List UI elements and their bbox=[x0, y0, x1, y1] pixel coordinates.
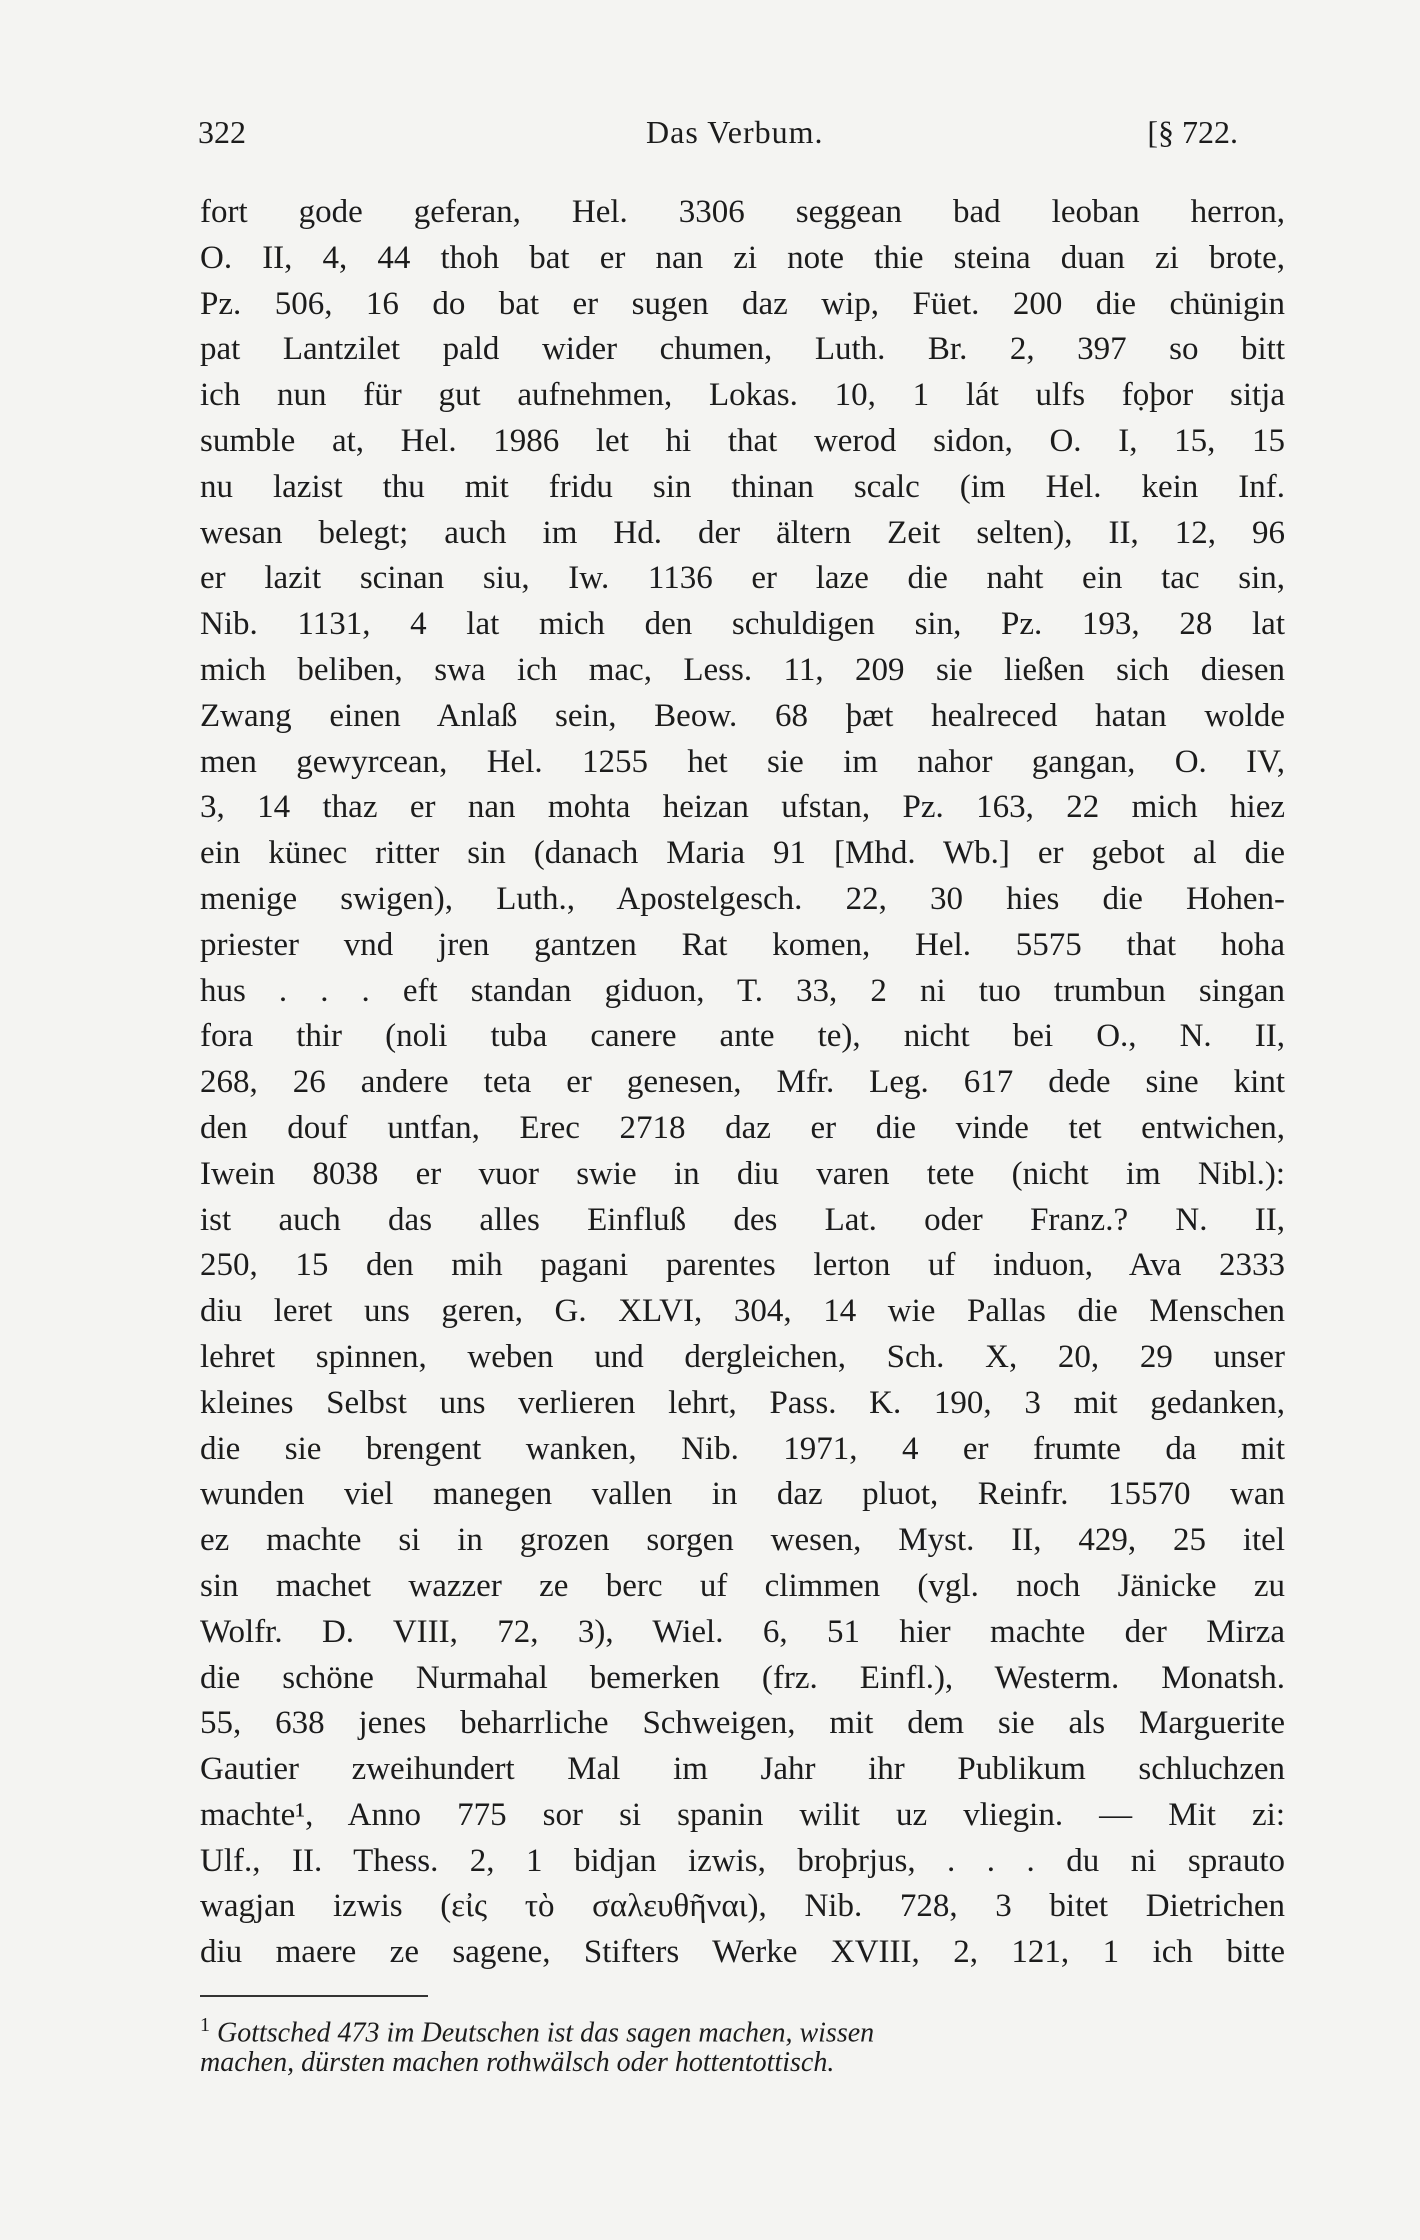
footnote-marker: 1 bbox=[200, 2014, 210, 2036]
text-line bbox=[200, 1564, 1285, 1610]
body-text bbox=[200, 190, 1285, 1976]
text-line bbox=[200, 1839, 1285, 1885]
text-line-content: mich beliben, swa ich mac, Less. 11, 209 sie ließen sich diesen bbox=[200, 651, 1285, 688]
text-line-content: menige swigen), Luth., Apostelgesch. 22, 30 hies die Hohen- bbox=[200, 880, 1285, 917]
text-line bbox=[200, 373, 1285, 419]
text-line-content: Iwein 8038 er vuor swie in diu varen tete (nicht im Nibl.): bbox=[200, 1155, 1285, 1192]
footnote-line bbox=[200, 2044, 1285, 2082]
text-line bbox=[200, 419, 1285, 465]
text-line-content: kleines Selbst uns verlieren lehrt, Pass. K. 190, 3 mit gedanken, bbox=[200, 1384, 1285, 1421]
text-line bbox=[200, 236, 1285, 282]
text-line bbox=[200, 327, 1285, 373]
text-line-content: ist auch das alles Einfluß des Lat. oder Franz.? N. II, bbox=[200, 1201, 1285, 1238]
text-line bbox=[200, 1656, 1285, 1702]
text-line bbox=[200, 282, 1285, 328]
text-line-content: er lazit scinan siu, Iw. 1136 er laze die naht ein tac sin, bbox=[200, 560, 1285, 597]
text-line bbox=[200, 1610, 1285, 1656]
text-line bbox=[200, 1747, 1285, 1793]
text-line bbox=[200, 1930, 1285, 1976]
text-line bbox=[200, 877, 1285, 923]
text-line-content: men gewyrcean, Hel. 1255 het sie im nahor gangan, O. IV, bbox=[200, 743, 1285, 780]
text-line bbox=[200, 694, 1285, 740]
text-line-content: die sie brengent wanken, Nib. 1971, 4 er frumte da mit bbox=[200, 1430, 1285, 1467]
text-line-content: priester vnd jren gantzen Rat komen, Hel. 5575 that hoha bbox=[200, 926, 1285, 963]
text-line-content: Gautier zweihundert Mal im Jahr ihr Publikum schluchzen bbox=[200, 1751, 1285, 1788]
text-line bbox=[200, 1152, 1285, 1198]
text-line-content: 250, 15 den mih pagani parentes lerton uf induon, Ava 2333 bbox=[200, 1247, 1285, 1284]
text-line bbox=[200, 1106, 1285, 1152]
text-line bbox=[200, 465, 1285, 511]
text-line-content: den douf untfan, Erec 2718 daz er die vinde tet entwichen, bbox=[200, 1109, 1285, 1146]
text-line bbox=[200, 831, 1285, 877]
text-line bbox=[200, 1243, 1285, 1289]
text-line bbox=[200, 1198, 1285, 1244]
text-line-content: ez machte si in grozen sorgen wesen, Myst. II, 429, 25 itel bbox=[200, 1522, 1285, 1559]
text-line-content: wesan belegt; auch im Hd. der ältern Zeit selten), II, 12, 96 bbox=[200, 514, 1285, 551]
text-line-content: ein künec ritter sin (danach Maria 91 [Mhd. Wb.] er gebot al die bbox=[200, 835, 1285, 872]
footnote-rule bbox=[200, 1995, 428, 1997]
text-line bbox=[200, 1427, 1285, 1473]
footnote bbox=[200, 2006, 1285, 2082]
text-line-content: machte¹, Anno 775 sor si spanin wilit uz vliegin. — Mit zi: bbox=[200, 1796, 1285, 1833]
text-line bbox=[200, 785, 1285, 831]
text-line-content: Ulf., II. Thess. 2, 1 bidjan izwis, broþrjus, . . . du ni sprauto bbox=[200, 1842, 1285, 1879]
text-line-content: O. II, 4, 44 thoh bat er nan zi note thie steina duan zi brote, bbox=[200, 239, 1285, 276]
text-line bbox=[200, 648, 1285, 694]
text-line bbox=[200, 556, 1285, 602]
text-line bbox=[200, 1884, 1285, 1930]
text-line bbox=[200, 969, 1285, 1015]
text-line bbox=[200, 1335, 1285, 1381]
text-line bbox=[200, 1518, 1285, 1564]
text-line-content: fort gode geferan, Hel. 3306 seggean bad leoban herron, bbox=[200, 194, 1285, 230]
page-number: 322 bbox=[198, 114, 246, 150]
text-line-content: wunden viel manegen vallen in daz pluot, Reinfr. 15570 wan bbox=[200, 1476, 1285, 1513]
text-line-content: sin machet wazzer ze berc uf climmen (vgl. noch Jänicke zu bbox=[200, 1567, 1285, 1604]
text-line bbox=[200, 1793, 1285, 1839]
text-line bbox=[200, 1472, 1285, 1518]
text-line bbox=[200, 1381, 1285, 1427]
text-line bbox=[200, 740, 1285, 786]
text-line-content: nu lazist thu mit fridu sin thinan scalc (im Hel. kein Inf. bbox=[200, 468, 1285, 505]
text-line bbox=[200, 923, 1285, 969]
text-line-content: diu maere ze sagene, Stifters Werke XVIII, 2, 121, 1 ich bitte bbox=[200, 1934, 1285, 1971]
section-reference: [§ 722. bbox=[1147, 114, 1238, 150]
text-line-content: 3, 14 thaz er nan mohta heizan ufstan, Pz. 163, 22 mich hiez bbox=[200, 789, 1285, 826]
text-line bbox=[200, 602, 1285, 648]
text-line-content: Wolfr. D. VIII, 72, 3), Wiel. 6, 51 hier machte der Mirza bbox=[200, 1613, 1285, 1650]
footnote-line-2: machen, dürsten machen rothwälsch oder hottentottisch. bbox=[200, 2047, 835, 2078]
text-line-content: sumble at, Hel. 1986 let hi that werod sidon, O. I, 15, 15 bbox=[200, 422, 1285, 459]
text-line-content: 268, 26 andere teta er genesen, Mfr. Leg. 617 dede sine kint bbox=[200, 1064, 1285, 1101]
text-line-content: fora thir (noli tuba canere ante te), nicht bei O., N. II, bbox=[200, 1018, 1285, 1055]
text-line-content: diu leret uns geren, G. XLVI, 304, 14 wie Pallas die Menschen bbox=[200, 1293, 1285, 1330]
text-line-content: die schöne Nurmahal bemerken (frz. Einfl.), Westerm. Monatsh. bbox=[200, 1659, 1285, 1696]
text-line bbox=[200, 511, 1285, 557]
text-line bbox=[200, 1289, 1285, 1335]
text-line-content: Zwang einen Anlaß sein, Beow. 68 þæt healreced hatan wolde bbox=[200, 697, 1285, 734]
text-line-content: Pz. 506, 16 do bat er sugen daz wip, Füet. 200 die chünigin bbox=[200, 285, 1285, 322]
text-line-content: 55, 638 jenes beharrliche Schweigen, mit dem sie als Marguerite bbox=[200, 1705, 1285, 1742]
footnote-line-1: Gottsched 473 im Deutschen ist das sagen machen, wissen bbox=[217, 2017, 875, 2049]
text-line-content: wagjan izwis (εἰς τὸ σαλευθῆναι), Nib. 728, 3 bitet Dietrichen bbox=[200, 1888, 1285, 1925]
page-header bbox=[198, 114, 1238, 154]
text-line bbox=[200, 1060, 1285, 1106]
text-line bbox=[200, 190, 1285, 236]
running-title: Das Verbum. bbox=[646, 114, 824, 150]
text-line-content: lehret spinnen, weben und dergleichen, Sch. X, 20, 29 unser bbox=[200, 1338, 1285, 1375]
footnote-line bbox=[200, 2006, 1285, 2049]
text-line-content: Nib. 1131, 4 lat mich den schuldigen sin, Pz. 193, 28 lat bbox=[200, 606, 1285, 643]
text-line-content: hus . . . eft standan giduon, T. 33, 2 ni tuo trumbun singan bbox=[200, 972, 1285, 1009]
text-line bbox=[200, 1014, 1285, 1060]
text-line bbox=[200, 1701, 1285, 1747]
text-line-content: pat Lantzilet pald wider chumen, Luth. Br. 2, 397 so bitt bbox=[200, 331, 1285, 368]
text-line-content: ich nun für gut aufnehmen, Lokas. 10, 1 lát ulfs fọþor sitja bbox=[200, 377, 1285, 414]
